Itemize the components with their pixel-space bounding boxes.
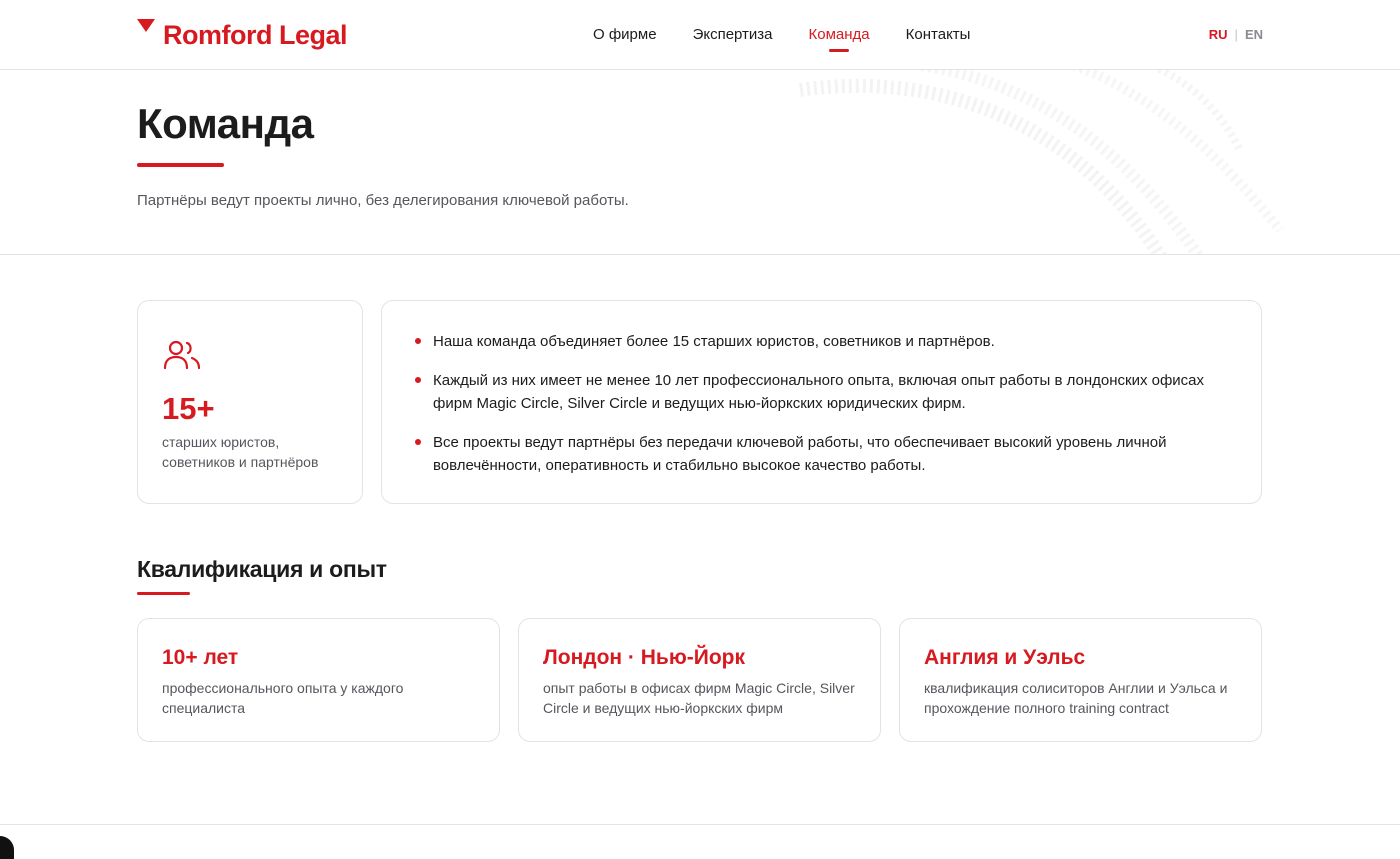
team-size-card xyxy=(137,300,363,504)
main-nav xyxy=(593,25,1006,45)
bullet-dot-icon xyxy=(415,439,421,445)
team-facts-card xyxy=(381,300,1262,504)
page-subtitle: Партнёры ведут проекты лично, без делегирования ключевой работы. xyxy=(137,192,629,209)
footer-divider xyxy=(0,824,1400,825)
lang-ru-link[interactable]: RU xyxy=(1208,27,1228,42)
lang-en-link[interactable]: EN xyxy=(1244,27,1263,42)
users-icon xyxy=(162,339,202,371)
team-size-number: 15+ xyxy=(162,391,215,426)
list-item-text: Каждый из них имеет не менее 10 лет профессионального опыта, включая опыт работы в лондонских офисах фирм Magic Circle, Silver Circle и ведущих нью-йоркских юридических фирм. xyxy=(433,372,1205,412)
team-facts-list xyxy=(414,330,1234,493)
nav-item-contacts[interactable]: Контакты xyxy=(905,26,971,43)
nav-item-team[interactable] xyxy=(809,25,870,45)
section-title: Квалификация и опыт xyxy=(137,556,387,582)
nav-active-indicator xyxy=(829,49,849,52)
section-title-underline xyxy=(137,592,190,595)
lang-separator: | xyxy=(1234,27,1238,42)
logo-triangle-icon xyxy=(137,19,155,32)
nav-item-about[interactable]: О фирме xyxy=(593,26,657,43)
qualification-card-title: 10+ лет xyxy=(162,646,239,669)
qualification-card-experience xyxy=(137,618,500,742)
list-item xyxy=(414,431,1234,477)
logo[interactable] xyxy=(137,17,347,50)
list-item-text: Наша команда объединяет более 15 старших юристов, советников и партнёров. xyxy=(433,333,995,350)
logo-text: Romford Legal xyxy=(163,20,348,50)
page-title: Команда xyxy=(137,100,314,147)
nav-item-expertise[interactable]: Экспертиза xyxy=(692,26,773,43)
qualification-card-desc: профессионального опыта у каждого специалиста xyxy=(162,680,404,716)
language-switcher xyxy=(1209,27,1263,42)
list-item-text: Все проекты ведут партнёры без передачи ключевой работы, что обеспечивает высокий уровень личной вовлечённости, оперативность и стабильно высокое качество работы. xyxy=(433,434,1167,474)
bullet-dot-icon xyxy=(415,338,421,344)
qualification-card-title: Англия и Уэльс xyxy=(924,646,1086,669)
site-header xyxy=(0,0,1400,70)
team-size-label: старших юристов, советников и партнёров xyxy=(162,434,319,470)
hero-decoration xyxy=(760,70,1320,255)
list-item xyxy=(414,369,1234,415)
qualification-card-title: Лондон · Нью-Йорк xyxy=(543,646,746,669)
window-corner xyxy=(0,836,14,859)
title-underline xyxy=(137,163,224,167)
qualification-card-desc: квалификация солиситоров Англии и Уэльса и прохождение полного training contract xyxy=(924,680,1228,716)
nav-item-team-label: Команда xyxy=(808,26,870,43)
qualification-card-desc: опыт работы в офисах фирм Magic Circle, Silver Circle и ведущих нью-йоркских фирм xyxy=(543,680,855,716)
qualification-card-jurisdiction xyxy=(899,618,1262,742)
hero-section xyxy=(0,70,1400,255)
qualification-card-offices xyxy=(518,618,881,742)
bullet-dot-icon xyxy=(415,377,421,383)
list-item xyxy=(414,330,1234,353)
